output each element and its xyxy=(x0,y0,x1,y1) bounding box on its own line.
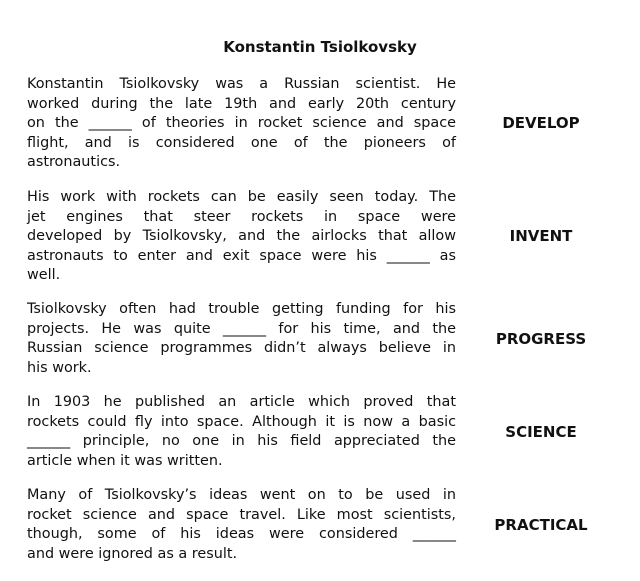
paragraph-4 xyxy=(27,393,456,471)
word-clue-1: DEVELOP xyxy=(502,114,580,132)
paragraph-line: and were ignored as a result. xyxy=(27,545,238,562)
page-title-text: Konstantin Tsiolkovsky xyxy=(223,38,417,56)
paragraph-line: astronautics. xyxy=(27,154,121,171)
word-clue-4: SCIENCE xyxy=(505,423,577,441)
paragraph-line: In 1903 he published an article which proved that xyxy=(27,394,456,410)
paragraph-line: flight, and is considered one of the pioneers of xyxy=(27,134,456,151)
paragraph-line: Many of Tsiolkovsky’s ideas went on to be used in xyxy=(27,487,456,503)
paragraph-line: Konstantin Tsiolkovsky was a Russian scientist. He xyxy=(27,76,456,92)
paragraph-2 xyxy=(27,188,456,286)
paragraph-line: rockets could fly into space. Although it is now a basic xyxy=(27,413,456,430)
paragraph-line: Tsiolkovsky often had trouble getting funding for his xyxy=(27,301,456,317)
page-title xyxy=(0,38,640,56)
paragraph-line: developed by Tsiolkovsky, and the airlocks that allow xyxy=(27,228,456,245)
paragraph-3 xyxy=(27,300,456,378)
paragraph-line: Russian science programmes didn’t always believe in xyxy=(27,340,456,357)
word-clue-2: INVENT xyxy=(509,227,573,245)
paragraph-5 xyxy=(27,486,456,564)
paragraph-line: though, some of his ideas were considered ______ xyxy=(27,526,456,543)
paragraph-1 xyxy=(27,75,456,173)
paragraph-line: article when it was written. xyxy=(27,452,223,469)
paragraph-line: well. xyxy=(27,267,61,284)
paragraph-line: projects. He was quite ______ for his time, and the xyxy=(27,320,456,337)
paragraph-line: His work with rockets can be easily seen today. The xyxy=(27,189,456,205)
paragraph-line: jet engines that steer rockets in space were xyxy=(27,208,456,225)
paragraph-line: on the ______ of theories in rocket science and space xyxy=(27,115,456,132)
word-clue-5: PRACTICAL xyxy=(494,516,588,534)
paragraph-line: rocket science and space travel. Like most scientists, xyxy=(27,506,456,523)
paragraph-line: worked during the late 19th and early 20th century xyxy=(27,95,456,112)
paragraph-line: ______ principle, no one in his field appreciated the xyxy=(27,433,456,450)
word-clue-3: PROGRESS xyxy=(495,330,587,348)
paragraph-line: his work. xyxy=(27,359,92,376)
paragraph-line: astronauts to enter and exit space were his ______ as xyxy=(27,247,456,264)
